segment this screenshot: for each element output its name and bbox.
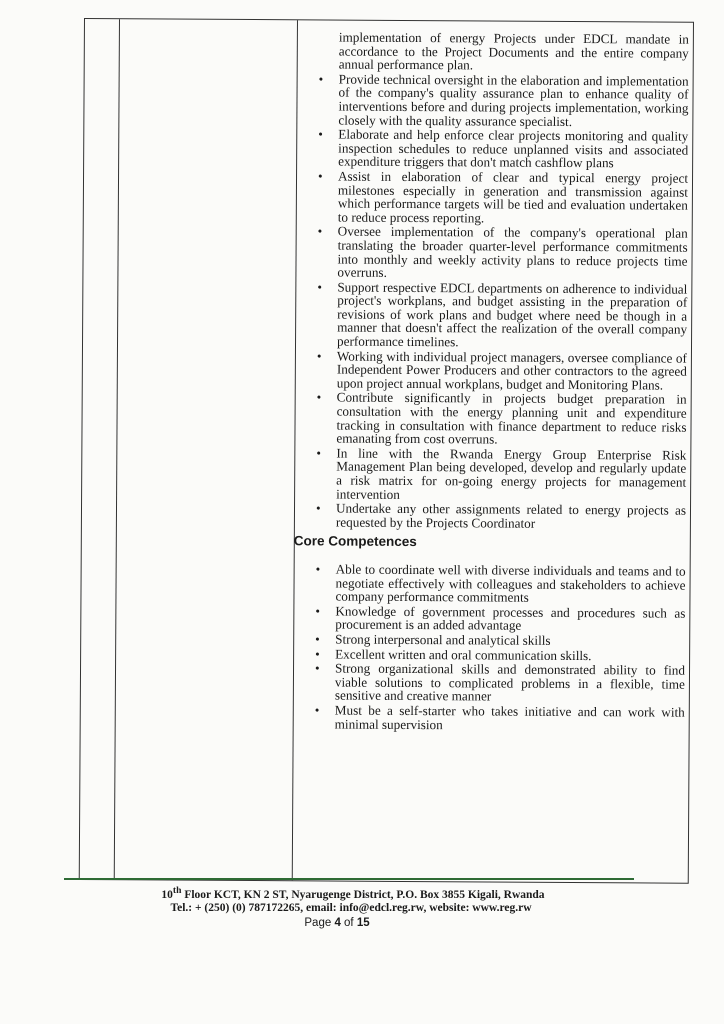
list-item: • Able to coordinate well with diverse individuals and teams and to negotiate effectively with colleagues and stakeholders to achieve company performance commitments [301,562,685,605]
list-item: • Excellent written and oral communication skills. [301,647,685,663]
document-table [79,18,694,884]
footer-contact: Tel.: + (250) (0) 787172265, email: info@edcl.reg.rw, website: www.reg.rw [170,901,532,914]
list-item: • Oversee implementation of the company's operational plan translating the broader quarter-level performance commitments into monthly and weekly activity plans to reduce projects time overruns. [303,225,687,282]
page-footer [0,884,724,930]
list-item: • Must be a self-starter who takes initiative and can work with minimal supervision [301,703,685,733]
table-column-divider [292,20,298,880]
footer-rule [64,878,634,880]
page-number: Page 4 of 15 [304,916,370,929]
section-heading: Core Competences [293,533,417,550]
list-item: • Knowledge of government processes and procedures such as procurement is an added advantage [301,604,685,634]
list-item: • Support respective EDCL departments on adherence to individual project's workplans, and budget assisting in the preparation of revisions of work plans and budget where need be though in a manner that doesn't affect the realization of the overall company performance timelines. [303,280,687,350]
footer-address: 10th Floor KCT, KN 2 ST, Nyarugenge District, P.O. Box 3855 Kigali, Rwanda [161,885,545,901]
list-item: • In line with the Rwanda Energy Group Enterprise Risk Management Plan being developed, develop and regularly update a risk matrix for on-going energy projects for management intervention [302,446,686,503]
list-item: • Strong interpersonal and analytical skills [301,632,685,648]
intro-paragraph: implementation of energy Projects under EDCL mandate in accordance to the Project Documents and the entire company annual performance plan. [338,29,689,73]
list-item: • Elaborate and help enforce clear projects monitoring and quality inspection schedules to reduce unplanned visits and associated expenditure triggers that don't match cashflow plans [304,128,688,171]
competences-list [301,562,686,732]
list-item: • Working with individual project managers, oversee compliance of Independent Power Producers and other contractors to the agreed upon project annual workplans, budget and Monitoring Plans. [303,349,687,392]
list-item: • Assist in elaboration of clear and typical energy project milestones especially in generation and transmission against which performance targets will be tied and evaluation undertaken to reduce process reporting. [304,169,688,226]
list-item: • Provide technical oversight in the elaboration and implementation of the company's quality assurance plan to enhance quality of interventions before and during projects implementation, working closely with the quality assurance specialist. [304,72,688,129]
responsibilities-list [302,72,689,531]
list-item: • Strong organizational skills and demonstrated ability to find viable solutions to complicated problems in a flexible, time sensitive and creative manner [301,661,685,704]
table-column-divider [114,19,120,879]
list-item: • Undertake any other assignments related to energy projects as requested by the Projects Coordinator [302,502,686,532]
responsibilities-cell [293,29,689,733]
list-item: • Contribute significantly in projects budget preparation in consultation with the energy planning unit and expenditure tracking in consultation with finance department to reduce risks emanating from cost overruns. [302,391,686,448]
